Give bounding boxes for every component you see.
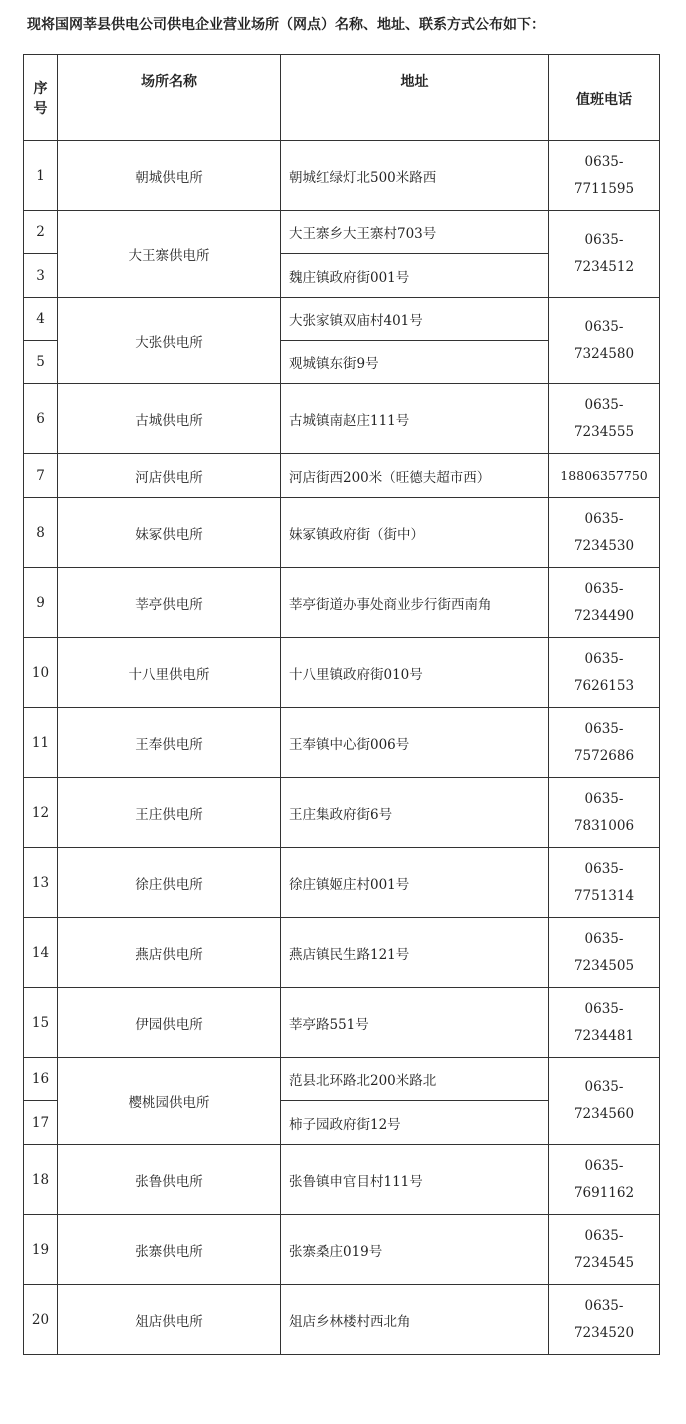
table-row: [24, 988, 660, 1058]
cell-phone: [549, 1145, 660, 1215]
table-row: [24, 638, 660, 708]
cell-address: 张寨桑庄019号: [281, 1215, 549, 1285]
phone-number: 7234490: [573, 607, 635, 624]
table-row: [24, 848, 660, 918]
cell-phone: [549, 1215, 660, 1285]
phone-number: 7234481: [573, 1027, 635, 1044]
header-name: 场所名称: [58, 55, 281, 141]
table-row: [24, 1145, 660, 1215]
phone-number: 7234512: [573, 259, 635, 275]
table-row: [24, 1285, 660, 1355]
cell-seq: 6: [24, 384, 58, 454]
cell-address: 古城镇南赵庄111号: [281, 384, 549, 454]
cell-phone: [549, 298, 660, 384]
cell-address: 河店街西200米（旺德夫超市西）: [281, 454, 549, 498]
table-header-row: [24, 55, 660, 141]
cell-address: 大张家镇双庙村401号: [281, 298, 549, 341]
cell-seq: 12: [24, 778, 58, 848]
cell-address: 俎店乡林楼村西北角: [281, 1285, 549, 1355]
cell-seq: 11: [24, 708, 58, 778]
phone-prefix: 0635-: [584, 650, 624, 667]
phone-prefix: 0635-: [584, 153, 624, 170]
table-row: [24, 498, 660, 568]
cell-phone: [549, 708, 660, 778]
cell-name: 伊园供电所: [58, 988, 281, 1058]
phone-prefix: 0635-: [584, 232, 624, 248]
cell-seq: 5: [24, 341, 58, 384]
cell-address: 十八里镇政府街010号: [281, 638, 549, 708]
cell-name: 徐庄供电所: [58, 848, 281, 918]
cell-name: 俎店供电所: [58, 1285, 281, 1355]
phone-prefix: 0635-: [584, 580, 624, 597]
cell-seq: 20: [24, 1285, 58, 1355]
phone-number: 7234520: [573, 1324, 635, 1341]
cell-name: 张鲁供电所: [58, 1145, 281, 1215]
table-row: [24, 568, 660, 638]
phone-number: 7324580: [573, 345, 635, 362]
cell-address: 范县北环路北200米路北: [281, 1058, 549, 1101]
cell-name: 大张供电所: [58, 298, 281, 384]
cell-phone: [549, 454, 660, 498]
table-row: [24, 918, 660, 988]
cell-seq: 2: [24, 211, 58, 254]
phone-prefix: 0635-: [584, 720, 624, 737]
cell-seq: 3: [24, 254, 58, 298]
cell-phone: [549, 1285, 660, 1355]
header-address: 地址: [281, 55, 549, 141]
cell-address: 燕店镇民生路121号: [281, 918, 549, 988]
phone-number: 7691162: [573, 1184, 635, 1201]
phone-prefix: 0635-: [584, 396, 624, 413]
cell-name: 王庄供电所: [58, 778, 281, 848]
cell-name: 燕店供电所: [58, 918, 281, 988]
service-locations-table: [23, 54, 660, 1355]
cell-phone: [549, 1058, 660, 1145]
phone-prefix: 0635-: [584, 510, 624, 527]
cell-phone: [549, 918, 660, 988]
cell-name: 莘亭供电所: [58, 568, 281, 638]
phone-prefix: 0635-: [584, 1157, 624, 1174]
intro-text: 现将国网莘县供电公司供电企业营业场所（网点）名称、地址、联系方式公布如下：: [27, 17, 545, 33]
table-row: [24, 211, 660, 254]
phone-number: 7572686: [573, 747, 635, 764]
cell-seq: 16: [24, 1058, 58, 1101]
cell-phone: [549, 778, 660, 848]
cell-address: 王庄集政府街6号: [281, 778, 549, 848]
header-phone: 值班电话: [549, 55, 660, 141]
cell-seq: 7: [24, 454, 58, 498]
phone-number: 7234530: [573, 537, 635, 554]
table-row: [24, 708, 660, 778]
cell-seq: 19: [24, 1215, 58, 1285]
table-row: [24, 1215, 660, 1285]
cell-phone: [549, 848, 660, 918]
cell-name: 古城供电所: [58, 384, 281, 454]
cell-address: 莘亭街道办事处商业步行街西南角: [281, 568, 549, 638]
cell-seq: 13: [24, 848, 58, 918]
table-row: [24, 384, 660, 454]
phone-number: 18806357750: [560, 468, 648, 483]
cell-phone: [549, 568, 660, 638]
cell-name: 朝城供电所: [58, 141, 281, 211]
cell-phone: [549, 988, 660, 1058]
cell-address: 莘亭路551号: [281, 988, 549, 1058]
cell-name: 河店供电所: [58, 454, 281, 498]
phone-prefix: 0635-: [584, 860, 624, 877]
cell-phone: [549, 141, 660, 211]
cell-address: 王奉镇中心街006号: [281, 708, 549, 778]
cell-address: 大王寨乡大王寨村703号: [281, 211, 549, 254]
phone-number: 7234555: [573, 423, 635, 440]
cell-name: 王奉供电所: [58, 708, 281, 778]
phone-prefix: 0635-: [584, 1079, 624, 1095]
cell-name: 樱桃园供电所: [58, 1058, 281, 1145]
phone-number: 7234560: [573, 1106, 635, 1122]
cell-address: 朝城红绿灯北500米路西: [281, 141, 549, 211]
header-seq: 序号: [24, 55, 58, 141]
cell-address: 柿子园政府街12号: [281, 1101, 549, 1145]
cell-phone: [549, 638, 660, 708]
cell-seq: 8: [24, 498, 58, 568]
cell-address: 徐庄镇姬庄村001号: [281, 848, 549, 918]
cell-address: 观城镇东街9号: [281, 341, 549, 384]
cell-phone: [549, 384, 660, 454]
cell-name: 大王寨供电所: [58, 211, 281, 298]
table-row: [24, 1058, 660, 1101]
cell-seq: 18: [24, 1145, 58, 1215]
table-row: [24, 141, 660, 211]
table-row: [24, 454, 660, 498]
cell-name: 妹冢供电所: [58, 498, 281, 568]
cell-seq: 17: [24, 1101, 58, 1145]
phone-prefix: 0635-: [584, 1297, 624, 1314]
phone-number: 7831006: [573, 817, 635, 834]
phone-number: 7751314: [573, 887, 635, 904]
cell-seq: 14: [24, 918, 58, 988]
phone-number: 7626153: [573, 677, 635, 694]
cell-name: 张寨供电所: [58, 1215, 281, 1285]
cell-name: 十八里供电所: [58, 638, 281, 708]
phone-prefix: 0635-: [584, 790, 624, 807]
cell-address: 张鲁镇申官目村111号: [281, 1145, 549, 1215]
cell-seq: 10: [24, 638, 58, 708]
phone-prefix: 0635-: [584, 318, 624, 335]
cell-address: 妹冢镇政府街（街中）: [281, 498, 549, 568]
cell-address: 魏庄镇政府街001号: [281, 254, 549, 298]
phone-prefix: 0635-: [584, 1000, 624, 1017]
phone-number: 7234545: [573, 1254, 635, 1271]
cell-phone: [549, 211, 660, 298]
cell-phone: [549, 498, 660, 568]
cell-seq: 1: [24, 141, 58, 211]
table-row: [24, 298, 660, 341]
cell-seq: 15: [24, 988, 58, 1058]
phone-number: 7711595: [573, 180, 635, 197]
phone-number: 7234505: [573, 957, 635, 974]
cell-seq: 4: [24, 298, 58, 341]
cell-seq: 9: [24, 568, 58, 638]
phone-prefix: 0635-: [584, 1227, 624, 1244]
table-row: [24, 778, 660, 848]
phone-prefix: 0635-: [584, 930, 624, 947]
